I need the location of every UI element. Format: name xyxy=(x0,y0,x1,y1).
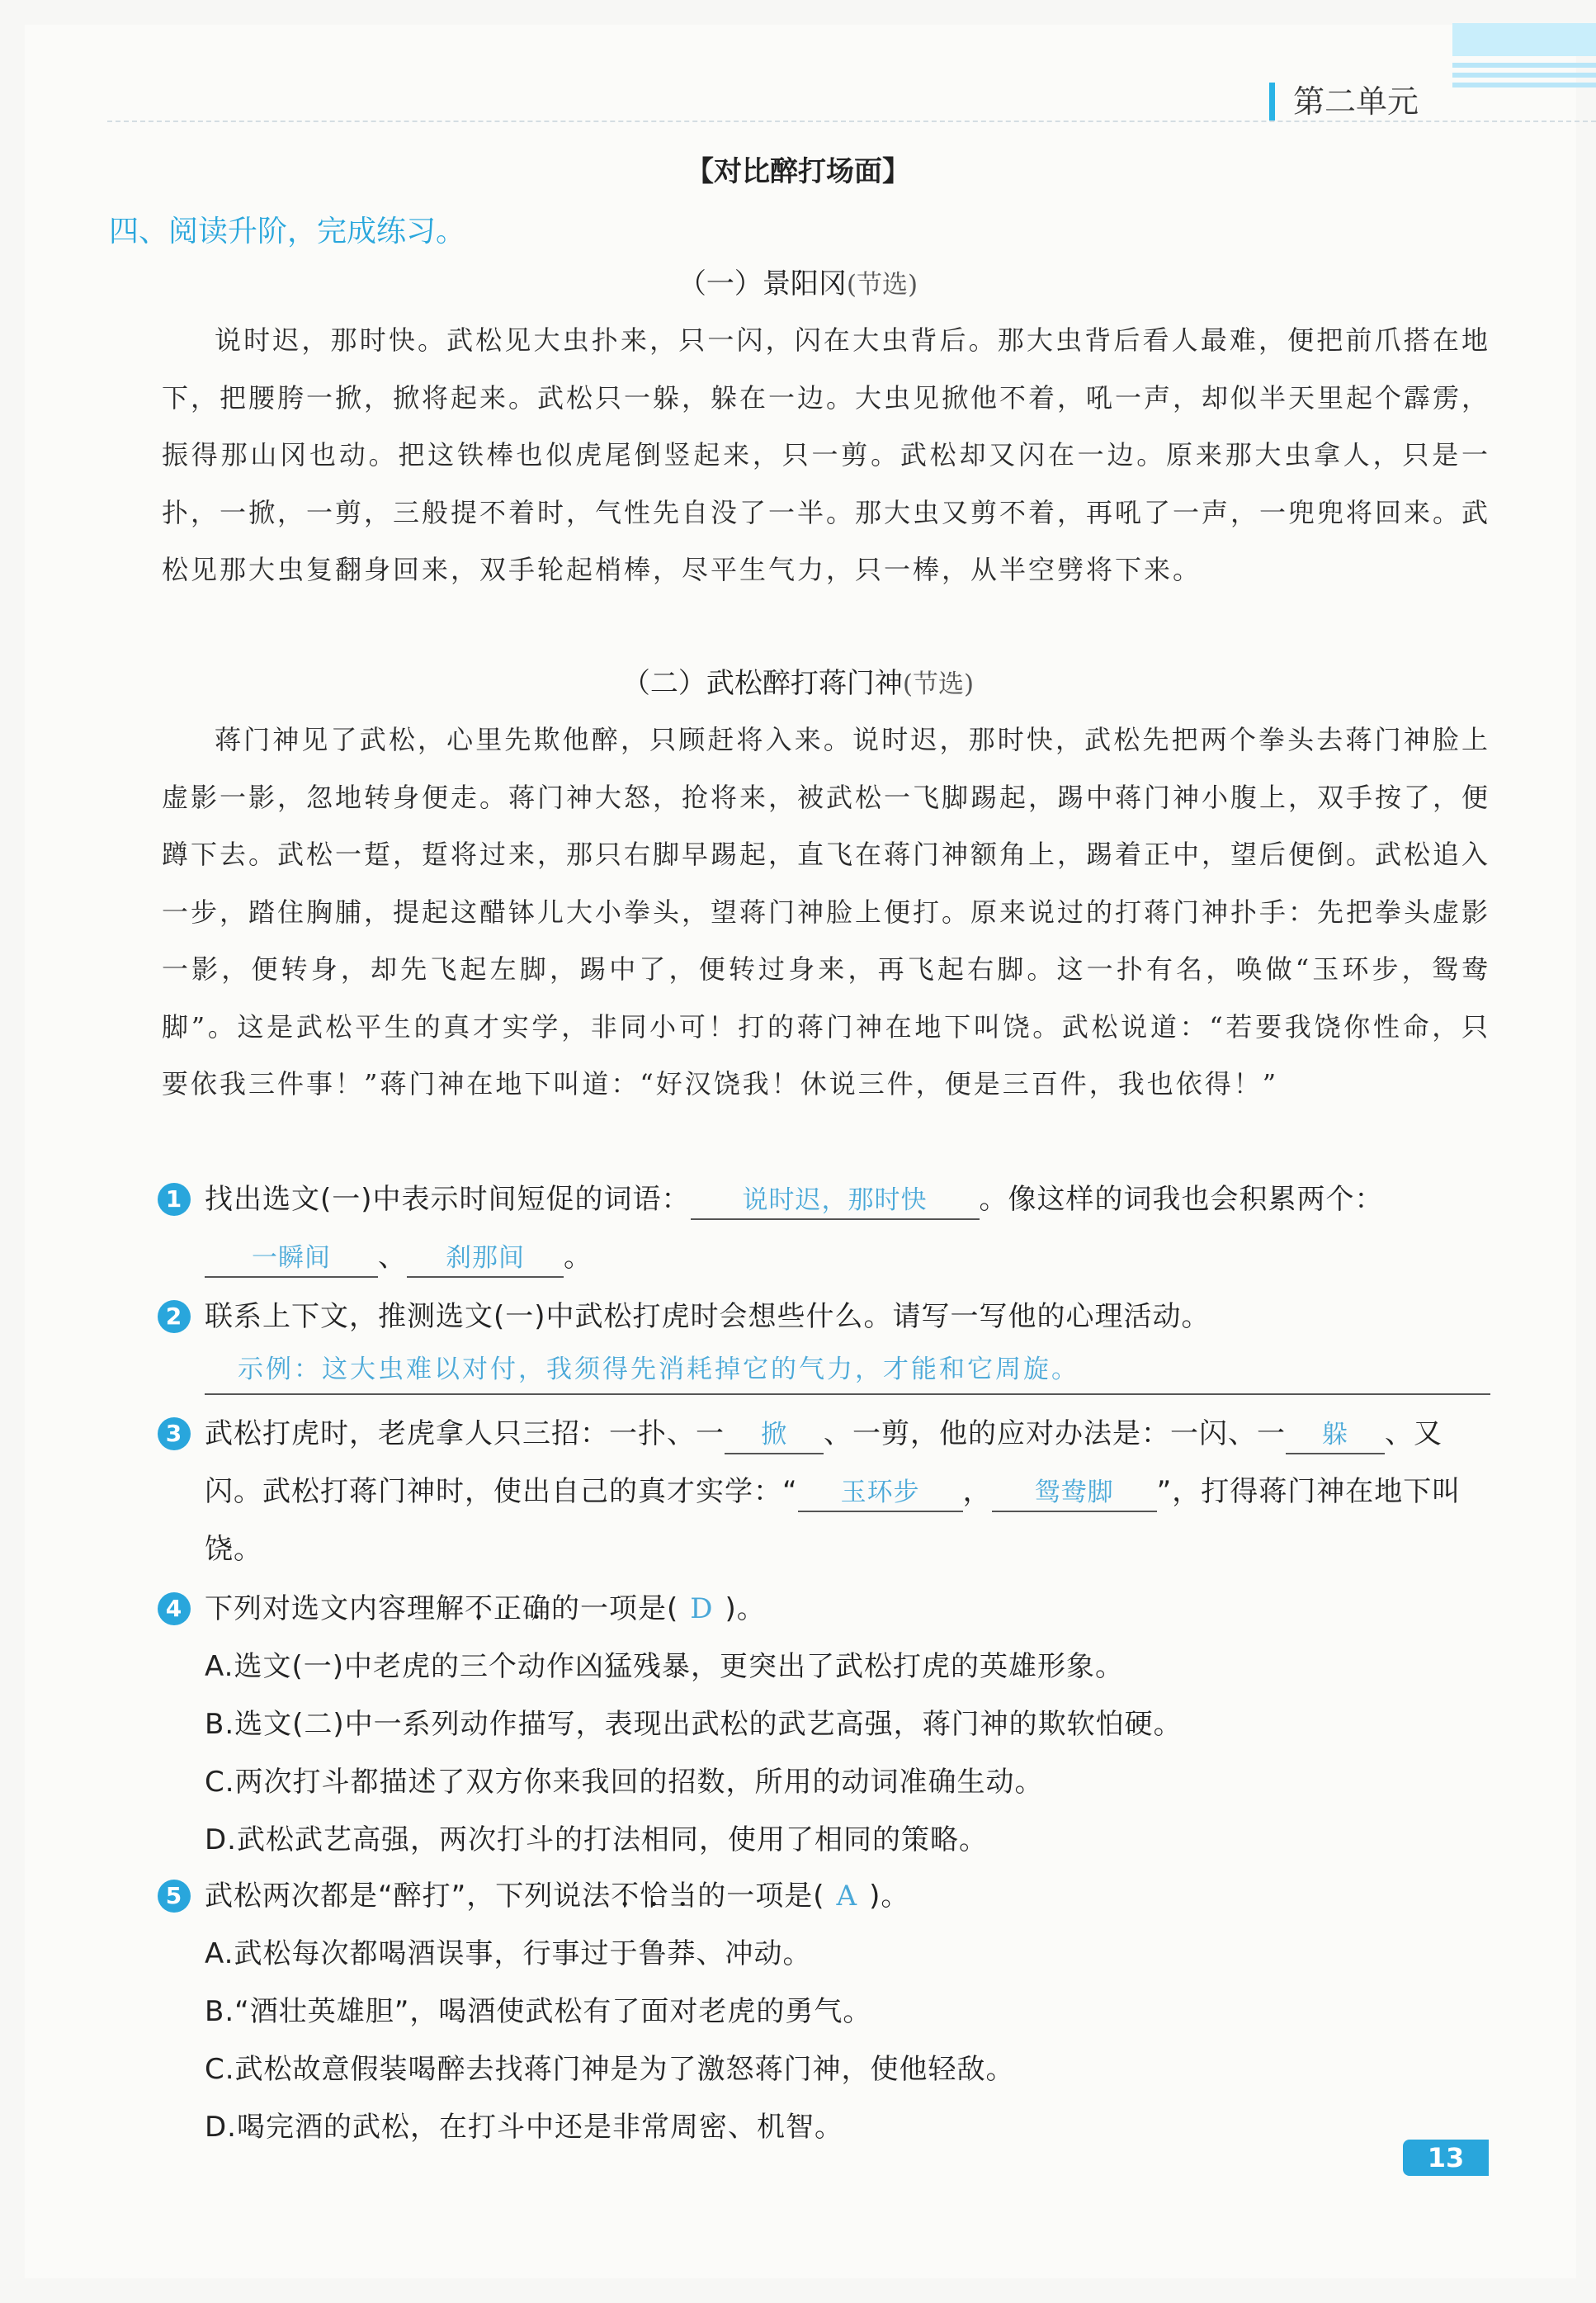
question-2-number: 2 xyxy=(158,1300,191,1333)
q2-text: 联系上下文，推测选文(一)中武松打虎时会想些什么。请写一写他的心理活动。 xyxy=(205,1300,1211,1333)
passage1-text: 说时迟，那时快。武松见大虫扑来，只一闪，闪在大虫背后。那大虫背后看人最难，便把前爪搭在地下，把腰胯一掀，掀将起来。武松只一躲，躲在一边。大虫见掀他不着，吼一声，却似半天里起个霹雳，振得那山冈也动。把这铁棒也似虎尾倒竖起来，只一剪。武松却又闪在一边。原来那大虫拿人，只是一扑，一掀，一剪，三般提不着时，气性先自没了一半。那大虫又剪不着，再吼了一声，一兜兜将回来。武松见那大虫复翻身回来，双手轮起梢棒，尽平生气力，只一棒，从半空劈将下来。 xyxy=(162,324,1491,585)
q5-emphasis-3: 当 xyxy=(668,1880,698,1913)
q3-text-4: ， xyxy=(962,1475,992,1508)
header-divider xyxy=(107,121,1596,122)
q3-text-3: 、又闪。武松打蒋门神时，使出自己的真才实学：“ xyxy=(205,1417,1443,1508)
question-3 xyxy=(162,1405,1490,1578)
question-5 xyxy=(162,1867,1490,2156)
q5-option-d: D.喝完酒的武松，在打斗中还是非常周密、机智。 xyxy=(205,2111,843,2144)
question-1 xyxy=(162,1170,1490,1286)
q3-answer-3[interactable]: 玉环步 xyxy=(798,1474,963,1512)
question-2 xyxy=(162,1288,1490,1395)
q3-answer-1[interactable]: 掀 xyxy=(725,1416,824,1454)
q4-answer[interactable]: D xyxy=(690,1592,714,1625)
q2-answer[interactable]: 示例：这大虫难以对付，我须得先消耗掉它的气力，才能和它周旋。 xyxy=(205,1345,1490,1395)
question-4-number: 4 xyxy=(158,1592,191,1625)
q4-text-2: 的一项是( xyxy=(551,1592,679,1625)
q3-text-1: 武松打虎时，老虎拿人只三招：一扑、一 xyxy=(205,1417,725,1450)
q3-answer-4[interactable]: 鸳鸯脚 xyxy=(992,1474,1157,1512)
passage2-title xyxy=(0,660,1596,701)
q5-answer[interactable]: A xyxy=(836,1880,858,1913)
q4-text: 下列对选文内容理解 xyxy=(205,1592,465,1625)
q5-option-a: A.武松每次都喝酒误事，行事过于鲁莽、冲动。 xyxy=(205,1937,812,1970)
q3-text-2: 、一剪，他的应对办法是：一闪、一 xyxy=(824,1417,1286,1450)
page-number: 13 xyxy=(1403,2140,1489,2176)
q4-close: )。 xyxy=(725,1592,766,1625)
passage1-note: (节选) xyxy=(846,270,918,300)
question-5-number: 5 xyxy=(158,1880,191,1913)
q4-option-d: D.武松武艺高强，两次打斗的打法相同，使用了相同的策略。 xyxy=(205,1823,988,1856)
q1-answer-3[interactable]: 刹那间 xyxy=(407,1240,564,1278)
q5-emphasis-1: 不 xyxy=(611,1880,640,1913)
passage1-title xyxy=(0,261,1596,301)
q5-close: )。 xyxy=(869,1880,910,1913)
question-4 xyxy=(162,1580,1490,1869)
q4-option-c: C.两次打斗都描述了双方你来我回的招数，所用的动词准确生动。 xyxy=(205,1766,1044,1799)
q5-emphasis-2: 恰 xyxy=(640,1880,669,1913)
q3-text-5: ”，打得蒋门神在地下叫饶。 xyxy=(205,1475,1461,1566)
question-3-number: 3 xyxy=(158,1417,191,1450)
q1-answer-1[interactable]: 说时迟，那时快 xyxy=(691,1182,980,1220)
passage2-note: (节选) xyxy=(902,669,975,699)
q4-emphasis-3: 确 xyxy=(522,1592,551,1625)
q1-end: 。 xyxy=(564,1241,593,1274)
q1-text-2: 。像这样的词我也会积累两个： xyxy=(979,1183,1384,1216)
unit-label: 第二单元 xyxy=(1269,83,1419,121)
q5-text-2: 的一项是( xyxy=(697,1880,825,1913)
header-decoration xyxy=(1452,23,1596,116)
q1-separator: 、 xyxy=(378,1241,407,1274)
passage2-text: 蒋门神见了武松，心里先欺他醉，只顾赶将入来。说时迟，那时快，武松先把两个拳头去蒋门神脸上虚影一影，忽地转身便走。蒋门神大怒，抢将来，被武松一飞脚踢起，踢中蒋门神小腹上，双手按了，便蹲下去。武松一踅，踅将过来，那只右脚早踢起，直飞在蒋门神额角上，踢着正中，望后便倒。武松追入一步，踏住胸脯，提起这醋钵儿大小拳头，望蒋门神脸上便打。原来说过的打蒋门神扑手：先把拳头虚影一影，便转身，却先飞起左脚，踢中了，便转过身来，再飞起右脚。这一扑有名，唤做“玉环步，鸳鸯脚”。这是武松平生的真才实学，非同小可！打的蒋门神在地下叫饶。武松说道：“若要我饶你性命，只要依我三件事！”蒋门神在地下叫道：“好汉饶我！休说三件，便是三百件，我也依得！” xyxy=(162,724,1491,1099)
q4-emphasis-1: 不 xyxy=(465,1592,493,1625)
passage1-title-text: （一）景阳冈 xyxy=(678,267,847,300)
q5-option-b: B.“酒壮英雄胆”，喝酒使武松有了面对老虎的勇气。 xyxy=(205,1995,872,2028)
q4-option-b: B.选文(二)中一系列动作描写，表现出武松的武艺高强，蒋门神的欺软怕硬。 xyxy=(205,1708,1183,1741)
q1-text-1: 找出选文(一)中表示时间短促的词语： xyxy=(205,1183,691,1216)
q3-answer-2[interactable]: 躲 xyxy=(1286,1416,1385,1454)
q5-text: 武松两次都是“醉打”，下列说法 xyxy=(205,1880,611,1913)
task-heading: 四、阅读升阶，完成练习。 xyxy=(109,215,466,248)
q5-option-c: C.武松故意假装喝醉去找蒋门神是为了激怒蒋门神，使他轻敌。 xyxy=(205,2053,1015,2086)
q4-option-a: A.选文(一)中老虎的三个动作凶猛残暴，更突出了武松打虎的英雄形象。 xyxy=(205,1650,1124,1683)
q1-answer-2[interactable]: 一瞬间 xyxy=(205,1240,378,1278)
q4-emphasis-2: 正 xyxy=(493,1592,522,1625)
passage2-title-text: （二）武松醉打蒋门神 xyxy=(621,667,903,700)
section-title: 【对比醉打场面】 xyxy=(686,155,910,188)
question-1-number: 1 xyxy=(158,1183,191,1216)
